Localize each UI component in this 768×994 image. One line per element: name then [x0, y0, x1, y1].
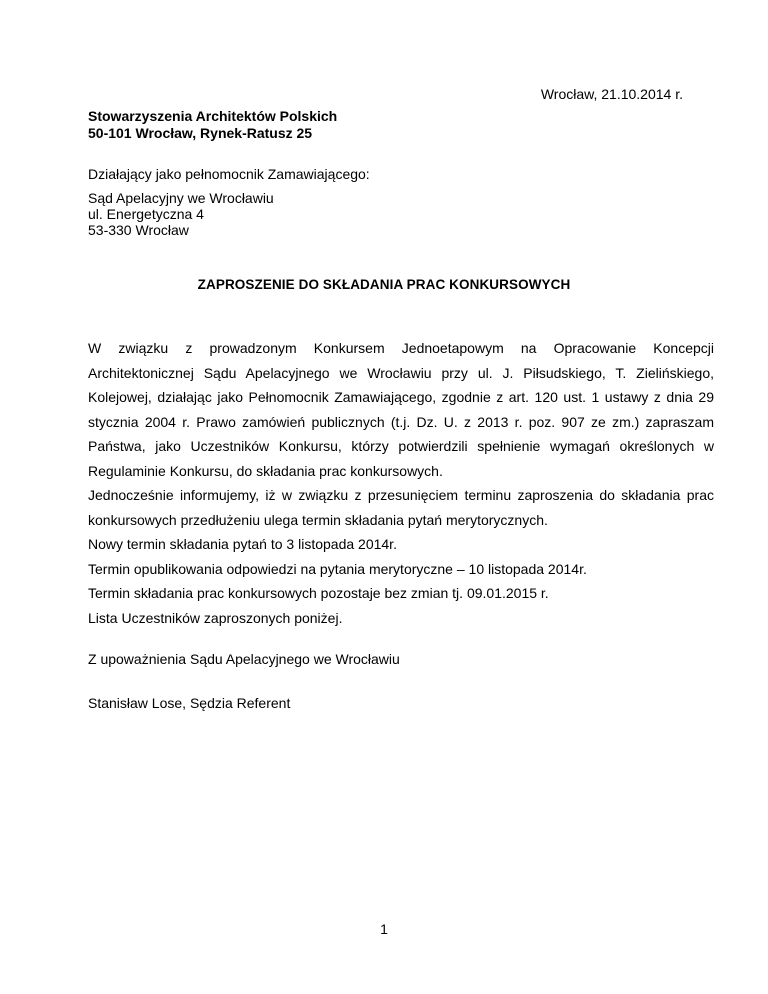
sender-address: 50-101 Wrocław, Rynek-Ratusz 25 — [88, 125, 313, 141]
signer-line: Stanisław Lose, Sędzia Referent — [88, 695, 291, 711]
date-line: Wrocław, 21.10.2014 r. — [540, 86, 683, 102]
addressee-block — [88, 190, 274, 238]
body-paragraph-2: Jednocześnie informujemy, iż w związku z przesunięciem terminu zaproszenia do składania prac konkursowych przedłużeniu ulega termin składania pytań merytorycznych. — [88, 487, 714, 528]
addressee-city: 53-330 Wrocław — [88, 222, 189, 238]
body-line-new-deadline: Nowy termin składania pytań to 3 listopada 2014r. — [88, 536, 397, 552]
addressee-name: Sąd Apelacyjny we Wrocławiu — [88, 190, 274, 206]
body-line-answers-date: Termin opublikowania odpowiedzi na pytania merytoryczne – 10 listopada 2014r. — [88, 560, 587, 577]
letter-body — [88, 336, 714, 630]
acting-as-line: Działający jako pełnomocnik Zamawiającego: — [88, 166, 370, 182]
sender-block — [88, 108, 337, 142]
document-title: ZAPROSZENIE DO SKŁADANIA PRAC KONKURSOWYCH — [197, 277, 571, 292]
page-number: 1 — [380, 921, 388, 937]
sender-name: Stowarzyszenia Architektów Polskich — [88, 108, 338, 124]
body-paragraph-1: W związku z prowadzonym Konkursem Jednoetapowym na Opracowanie Koncepcji Architektonicznej Sądu Apelacyjnego we Wrocławiu przy ul. J. Piłsudskiego, T. Zielińskiego, Kolejowej, działając jako Pełnomocnik Zamawiającego, zgodnie z art. 120 ust. 1 ustawy z dnia 29 stycznia 2004 r. Prawo zamówień publicznych (t.j. Dz. U. z 2013 r. poz. 907 ze zm.) zapraszam Państwa, jako Uczestników Konkursu, którzy potwierdzili spełnienie wymagań określonych w Regulaminie Konkursu, do składania prac konkursowych. — [88, 340, 714, 479]
addressee-street: ul. Energetyczna 4 — [88, 206, 204, 222]
body-line-participants-list: Lista Uczestników zaproszonych poniżej. — [88, 609, 343, 626]
body-line-submission-date: Termin składania prac konkursowych pozostaje bez zmian tj. 09.01.2015 r. — [88, 585, 549, 601]
authority-line: Z upoważnienia Sądu Apelacyjnego we Wrocławiu — [88, 651, 400, 667]
